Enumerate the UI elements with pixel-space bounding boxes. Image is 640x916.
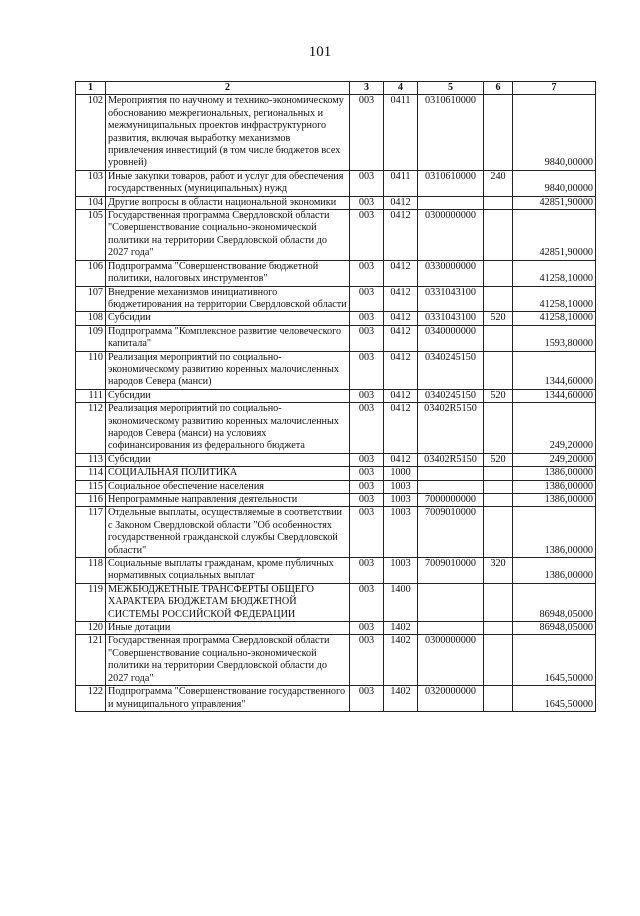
row-expense-type-cell xyxy=(484,260,513,286)
row-target-code-cell xyxy=(418,622,484,635)
row-amount-cell: 1386,00000 xyxy=(513,558,596,584)
row-amount-cell: 41258,10000 xyxy=(513,260,596,286)
row-amount-cell: 41258,10000 xyxy=(513,312,596,325)
row-amount-cell: 1344,60000 xyxy=(513,389,596,402)
row-section-code-cell: 1402 xyxy=(384,622,418,635)
row-name-cell: Подпрограмма "Совершенствование государственного и муниципального управления" xyxy=(106,686,350,712)
row-target-code-cell: 0340245150 xyxy=(418,389,484,402)
row-target-code-cell: 0300000000 xyxy=(418,635,484,686)
table-row xyxy=(76,389,596,402)
row-amount-cell: 1645,50000 xyxy=(513,686,596,712)
row-number-cell: 110 xyxy=(76,351,106,389)
row-name-cell: Внедрение механизмов инициативного бюджетирования на территории Свердловской области xyxy=(106,286,350,312)
row-target-code-cell xyxy=(418,467,484,480)
row-expense-type-cell: 240 xyxy=(484,170,513,196)
row-section-code-cell: 0412 xyxy=(384,351,418,389)
row-admin-code-cell: 003 xyxy=(350,95,384,170)
row-expense-type-cell xyxy=(484,507,513,558)
row-number-cell: 120 xyxy=(76,622,106,635)
row-expense-type-cell xyxy=(484,622,513,635)
row-section-code-cell: 0412 xyxy=(384,312,418,325)
table-row xyxy=(76,325,596,351)
row-admin-code-cell: 003 xyxy=(350,558,384,584)
table-row xyxy=(76,507,596,558)
row-number-cell: 106 xyxy=(76,260,106,286)
table-row xyxy=(76,635,596,686)
row-expense-type-cell xyxy=(484,286,513,312)
table-row xyxy=(76,453,596,466)
page-number: 101 xyxy=(308,44,332,60)
row-target-code-cell: 03402R5150 xyxy=(418,453,484,466)
row-amount-cell: 1593,80000 xyxy=(513,325,596,351)
row-section-code-cell: 0411 xyxy=(384,95,418,170)
table-row xyxy=(76,210,596,261)
table-row xyxy=(76,403,596,454)
row-target-code-cell: 0340000000 xyxy=(418,325,484,351)
row-name-cell: Другие вопросы в области национальной экономики xyxy=(106,196,350,209)
row-number-cell: 112 xyxy=(76,403,106,454)
row-name-cell: Субсидии xyxy=(106,453,350,466)
table-row xyxy=(76,351,596,389)
row-expense-type-cell xyxy=(484,95,513,170)
row-number-cell: 121 xyxy=(76,635,106,686)
row-amount-cell: 249,20000 xyxy=(513,403,596,454)
row-number-cell: 114 xyxy=(76,467,106,480)
row-admin-code-cell: 003 xyxy=(350,325,384,351)
row-expense-type-cell: 520 xyxy=(484,312,513,325)
row-expense-type-cell: 520 xyxy=(484,389,513,402)
row-admin-code-cell: 003 xyxy=(350,480,384,493)
row-expense-type-cell xyxy=(484,686,513,712)
row-section-code-cell: 0412 xyxy=(384,286,418,312)
row-amount-cell: 1386,00000 xyxy=(513,507,596,558)
row-target-code-cell xyxy=(418,583,484,621)
row-name-cell: Мероприятия по научному и технико-экономическому обоснованию межрегиональных, региональных и межмуниципальных проектов инфраструктурного развития, включая выработку механизмов привлечения инвестиций (в том числе бюджетов всех уровней) xyxy=(106,95,350,170)
row-amount-cell: 41258,10000 xyxy=(513,286,596,312)
row-number-cell: 119 xyxy=(76,583,106,621)
row-number-cell: 113 xyxy=(76,453,106,466)
row-admin-code-cell: 003 xyxy=(350,196,384,209)
row-name-cell: Иные дотации xyxy=(106,622,350,635)
row-amount-cell: 1386,00000 xyxy=(513,467,596,480)
header-row xyxy=(76,82,596,95)
header-col-7: 7 xyxy=(513,82,596,95)
row-expense-type-cell: 320 xyxy=(484,558,513,584)
row-expense-type-cell xyxy=(484,480,513,493)
row-amount-cell: 1386,00000 xyxy=(513,494,596,507)
row-name-cell: Социальные выплаты гражданам, кроме публичных нормативных социальных выплат xyxy=(106,558,350,584)
row-name-cell: Субсидии xyxy=(106,312,350,325)
table-row xyxy=(76,583,596,621)
row-target-code-cell: 7009010000 xyxy=(418,558,484,584)
row-section-code-cell: 1400 xyxy=(384,583,418,621)
row-number-cell: 122 xyxy=(76,686,106,712)
row-section-code-cell: 1003 xyxy=(384,480,418,493)
table-row xyxy=(76,480,596,493)
table-row xyxy=(76,95,596,170)
row-number-cell: 104 xyxy=(76,196,106,209)
row-expense-type-cell: 520 xyxy=(484,453,513,466)
row-expense-type-cell xyxy=(484,351,513,389)
row-amount-cell: 86948,05000 xyxy=(513,622,596,635)
row-name-cell: Субсидии xyxy=(106,389,350,402)
row-section-code-cell: 1402 xyxy=(384,635,418,686)
row-name-cell: Иные закупки товаров, работ и услуг для обеспечения государственных (муниципальных) нужд xyxy=(106,170,350,196)
table-row xyxy=(76,622,596,635)
row-section-code-cell: 0412 xyxy=(384,260,418,286)
row-number-cell: 107 xyxy=(76,286,106,312)
row-expense-type-cell xyxy=(484,210,513,261)
row-expense-type-cell xyxy=(484,325,513,351)
budget-table xyxy=(75,81,596,712)
row-admin-code-cell: 003 xyxy=(350,622,384,635)
row-target-code-cell: 0310610000 xyxy=(418,95,484,170)
row-name-cell: Реализация мероприятий по социально-экономическому развитию коренных малочисленных народов Севера (манси) xyxy=(106,351,350,389)
row-admin-code-cell: 003 xyxy=(350,494,384,507)
row-admin-code-cell: 003 xyxy=(350,389,384,402)
table-row xyxy=(76,558,596,584)
row-number-cell: 108 xyxy=(76,312,106,325)
row-target-code-cell: 0331043100 xyxy=(418,286,484,312)
row-target-code-cell xyxy=(418,480,484,493)
row-name-cell: Реализация мероприятий по социально-экономическому развитию коренных малочисленных народов Севера (манси) на условиях софинансирования из федерального бюджета xyxy=(106,403,350,454)
table-row xyxy=(76,170,596,196)
row-name-cell: Непрограммные направления деятельности xyxy=(106,494,350,507)
row-expense-type-cell xyxy=(484,467,513,480)
row-name-cell: Подпрограмма "Комплексное развитие человеческого капитала" xyxy=(106,325,350,351)
table-row xyxy=(76,494,596,507)
row-section-code-cell: 0412 xyxy=(384,325,418,351)
row-name-cell: Социальное обеспечение населения xyxy=(106,480,350,493)
row-section-code-cell: 1003 xyxy=(384,494,418,507)
row-expense-type-cell xyxy=(484,583,513,621)
table-row xyxy=(76,196,596,209)
table-row xyxy=(76,686,596,712)
row-amount-cell: 9840,00000 xyxy=(513,170,596,196)
row-target-code-cell: 7000000000 xyxy=(418,494,484,507)
row-name-cell: СОЦИАЛЬНАЯ ПОЛИТИКА xyxy=(106,467,350,480)
row-target-code-cell xyxy=(418,196,484,209)
row-admin-code-cell: 003 xyxy=(350,403,384,454)
header-col-3: 3 xyxy=(350,82,384,95)
row-section-code-cell: 1000 xyxy=(384,467,418,480)
row-admin-code-cell: 003 xyxy=(350,686,384,712)
table-row xyxy=(76,260,596,286)
row-number-cell: 115 xyxy=(76,480,106,493)
row-name-cell: Государственная программа Свердловской области "Совершенствование социально-экономической политики на территории Свердловской области до 2027 года" xyxy=(106,635,350,686)
row-section-code-cell: 0412 xyxy=(384,453,418,466)
row-expense-type-cell xyxy=(484,635,513,686)
row-amount-cell: 249,20000 xyxy=(513,453,596,466)
row-amount-cell: 1344,60000 xyxy=(513,351,596,389)
row-expense-type-cell xyxy=(484,196,513,209)
row-admin-code-cell: 003 xyxy=(350,635,384,686)
row-section-code-cell: 1003 xyxy=(384,558,418,584)
row-target-code-cell: 0340245150 xyxy=(418,351,484,389)
row-target-code-cell: 0330000000 xyxy=(418,260,484,286)
header-col-1: 1 xyxy=(76,82,106,95)
row-name-cell: Государственная программа Свердловской области "Совершенствование социально-экономической политики на территории Свердловской области до 2027 года" xyxy=(106,210,350,261)
row-admin-code-cell: 003 xyxy=(350,351,384,389)
row-admin-code-cell: 003 xyxy=(350,260,384,286)
row-number-cell: 103 xyxy=(76,170,106,196)
row-amount-cell: 42851,90000 xyxy=(513,210,596,261)
row-admin-code-cell: 003 xyxy=(350,467,384,480)
row-target-code-cell: 0310610000 xyxy=(418,170,484,196)
row-section-code-cell: 0412 xyxy=(384,196,418,209)
row-target-code-cell: 03402R5150 xyxy=(418,403,484,454)
row-section-code-cell: 0411 xyxy=(384,170,418,196)
header-col-2: 2 xyxy=(106,82,350,95)
row-number-cell: 105 xyxy=(76,210,106,261)
table-row xyxy=(76,467,596,480)
row-admin-code-cell: 003 xyxy=(350,210,384,261)
row-admin-code-cell: 003 xyxy=(350,453,384,466)
row-amount-cell: 1645,50000 xyxy=(513,635,596,686)
row-number-cell: 118 xyxy=(76,558,106,584)
row-admin-code-cell: 003 xyxy=(350,312,384,325)
row-name-cell: Подпрограмма "Совершенствование бюджетной политики, налоговых инструментов" xyxy=(106,260,350,286)
row-expense-type-cell xyxy=(484,403,513,454)
row-section-code-cell: 0412 xyxy=(384,403,418,454)
row-admin-code-cell: 003 xyxy=(350,507,384,558)
row-section-code-cell: 1003 xyxy=(384,507,418,558)
row-number-cell: 109 xyxy=(76,325,106,351)
row-target-code-cell: 0320000000 xyxy=(418,686,484,712)
row-admin-code-cell: 003 xyxy=(350,170,384,196)
row-target-code-cell: 0300000000 xyxy=(418,210,484,261)
row-amount-cell: 42851,90000 xyxy=(513,196,596,209)
row-name-cell: Отдельные выплаты, осуществляемые в соответствии с Законом Свердловской области "Об особенностях государственной гражданской службы Свердловской области" xyxy=(106,507,350,558)
header-col-4: 4 xyxy=(384,82,418,95)
row-number-cell: 102 xyxy=(76,95,106,170)
row-admin-code-cell: 003 xyxy=(350,286,384,312)
row-section-code-cell: 0412 xyxy=(384,210,418,261)
row-number-cell: 111 xyxy=(76,389,106,402)
header-col-5: 5 xyxy=(418,82,484,95)
row-name-cell: МЕЖБЮДЖЕТНЫЕ ТРАНСФЕРТЫ ОБЩЕГО ХАРАКТЕРА БЮДЖЕТАМ БЮДЖЕТНОЙ СИСТЕМЫ РОССИЙСКОЙ ФЕДЕРАЦИИ xyxy=(106,583,350,621)
row-number-cell: 117 xyxy=(76,507,106,558)
row-target-code-cell: 7009010000 xyxy=(418,507,484,558)
row-target-code-cell: 0331043100 xyxy=(418,312,484,325)
row-amount-cell: 1386,00000 xyxy=(513,480,596,493)
table-row xyxy=(76,286,596,312)
row-amount-cell: 9840,00000 xyxy=(513,95,596,170)
row-section-code-cell: 0412 xyxy=(384,389,418,402)
table-row xyxy=(76,312,596,325)
row-expense-type-cell xyxy=(484,494,513,507)
row-admin-code-cell: 003 xyxy=(350,583,384,621)
row-amount-cell: 86948,05000 xyxy=(513,583,596,621)
header-col-6: 6 xyxy=(484,82,513,95)
row-section-code-cell: 1402 xyxy=(384,686,418,712)
row-number-cell: 116 xyxy=(76,494,106,507)
